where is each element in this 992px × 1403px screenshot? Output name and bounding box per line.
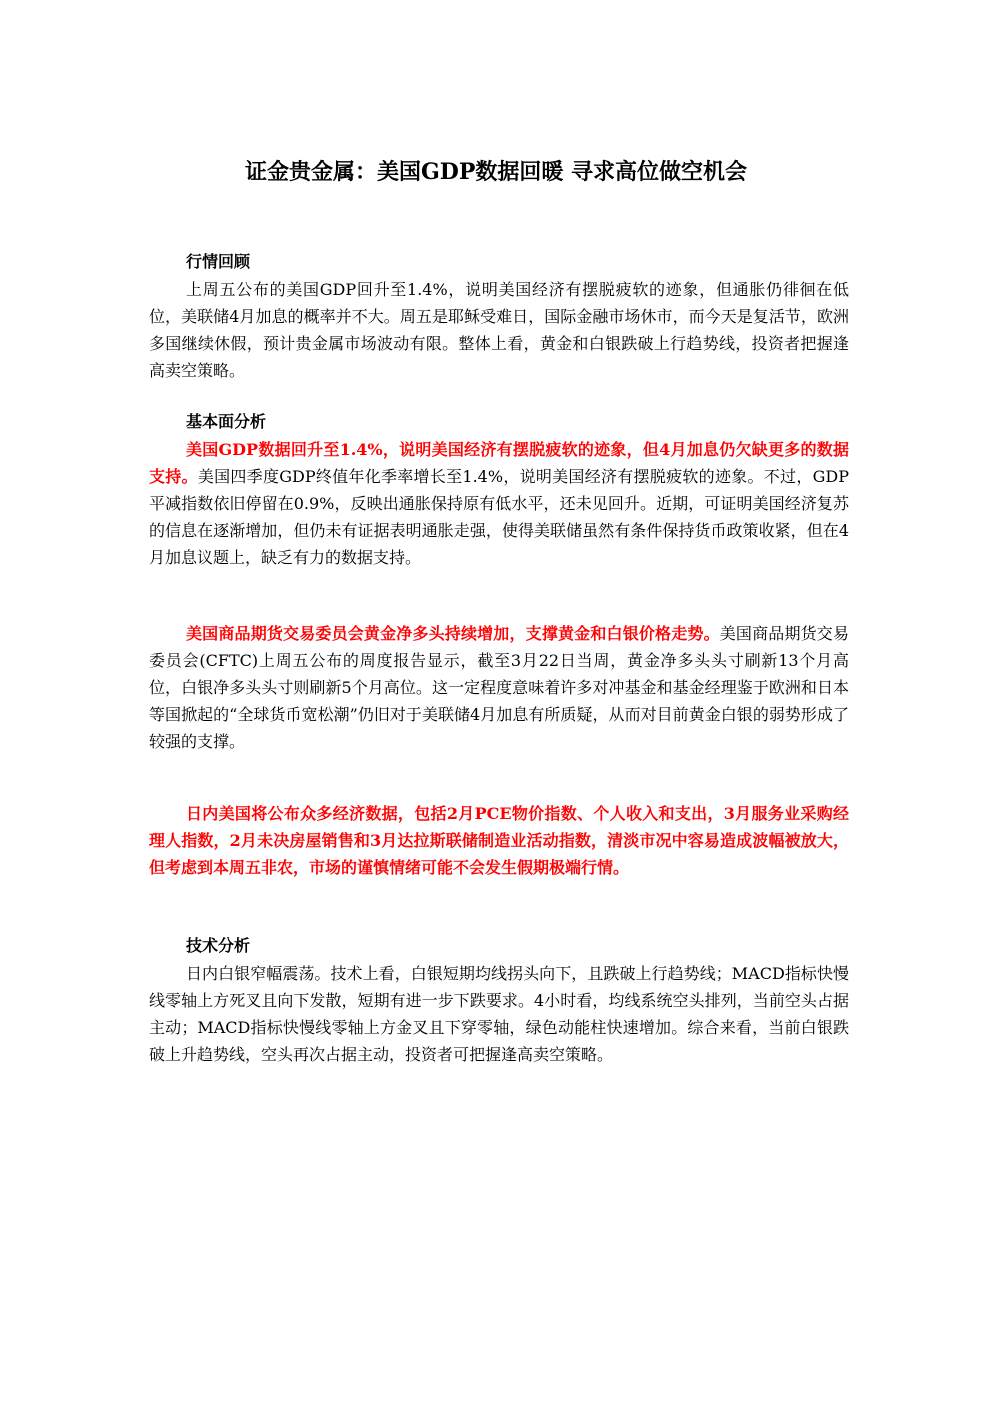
section-heading-technical: 技术分析 [186, 936, 251, 955]
highlight-calendar: 日内美国将公布众多经济数据，包括2月PCE物价指数、个人收入和支出，3月服务业采购经理人指数，2月未决房屋销售和3月达拉斯联储制造业活动指数，清淡市况中容易造成波幅被放大，但考虑到本周五非农，市场的谨慎情绪可能不会发生假期极端行情。 [149, 804, 849, 877]
paragraph-review: 上周五公布的美国GDP回升至1.4%，说明美国经济有摆脱疲软的迹象，但通胀仍徘徊在低位，美联储4月加息的概率并不大。周五是耶稣受难日，国际金融市场休市，而今天是复活节，欧洲多国继续休假，预计贵金属市场波动有限。整体上看，黄金和白银跌破上行趋势线，投资者把握逢高卖空策略。 [149, 280, 849, 380]
paragraph-calendar [149, 800, 849, 881]
section-cftc [149, 620, 849, 755]
section-economic-calendar [149, 800, 849, 881]
text-cftc: 美国商品期货交易委员会(CFTC)上周五公布的周度报告显示，截至3月22日当周，黄金净多头头寸刷新13个月高位，白银净多头头寸则刷新5个月高位。这一定程度意味着许多对冲基金和基金经理鉴于欧洲和日本等国掀起的“全球货币宽松潮”仍旧对于美联储4月加息有所质疑，从而对目前黄金白银的弱势形成了较强的支撑。 [149, 624, 849, 751]
section-fundamental-analysis [149, 408, 849, 571]
section-technical-analysis [149, 932, 849, 1068]
section-heading-review: 行情回顾 [186, 252, 251, 271]
paragraph-fundamental [149, 436, 849, 571]
document-title: 证金贵金属：美国GDP数据回暖 寻求高位做空机会 [244, 159, 748, 185]
highlight-cftc: 美国商品期货交易委员会黄金净多头持续增加，支撑黄金和白银价格走势。 [186, 624, 720, 643]
highlight-gdp: 美国GDP数据回升至1.4%，说明美国经济有摆脱疲软的迹象，但4月加息仍欠缺更多的数据支持。 [149, 440, 849, 486]
section-heading-fundamental: 基本面分析 [186, 412, 267, 431]
paragraph-cftc [149, 620, 849, 755]
paragraph-technical: 日内白银窄幅震荡。技术上看，白银短期均线拐头向下，且跌破上行趋势线；MACD指标快慢线零轴上方死叉且向下发散，短期有进一步下跌要求。4小时看，均线系统空头排列，当前空头占据主动；MACD指标快慢线零轴上方金叉且下穿零轴，绿色动能柱快速增加。综合来看，当前白银跌破上升趋势线，空头再次占据主动，投资者可把握逢高卖空策略。 [149, 964, 849, 1064]
text-gdp: 美国四季度GDP终值年化季率增长至1.4%，说明美国经济有摆脱疲软的迹象。不过，GDP平减指数依旧停留在0.9%，反映出通胀保持原有低水平，还未见回升。近期，可证明美国经济复苏的信息在逐渐增加，但仍未有证据表明通胀走强，使得美联储虽然有条件保持货币政策收紧，但在4月加息议题上，缺乏有力的数据支持。 [149, 467, 849, 567]
section-market-review [149, 248, 849, 384]
